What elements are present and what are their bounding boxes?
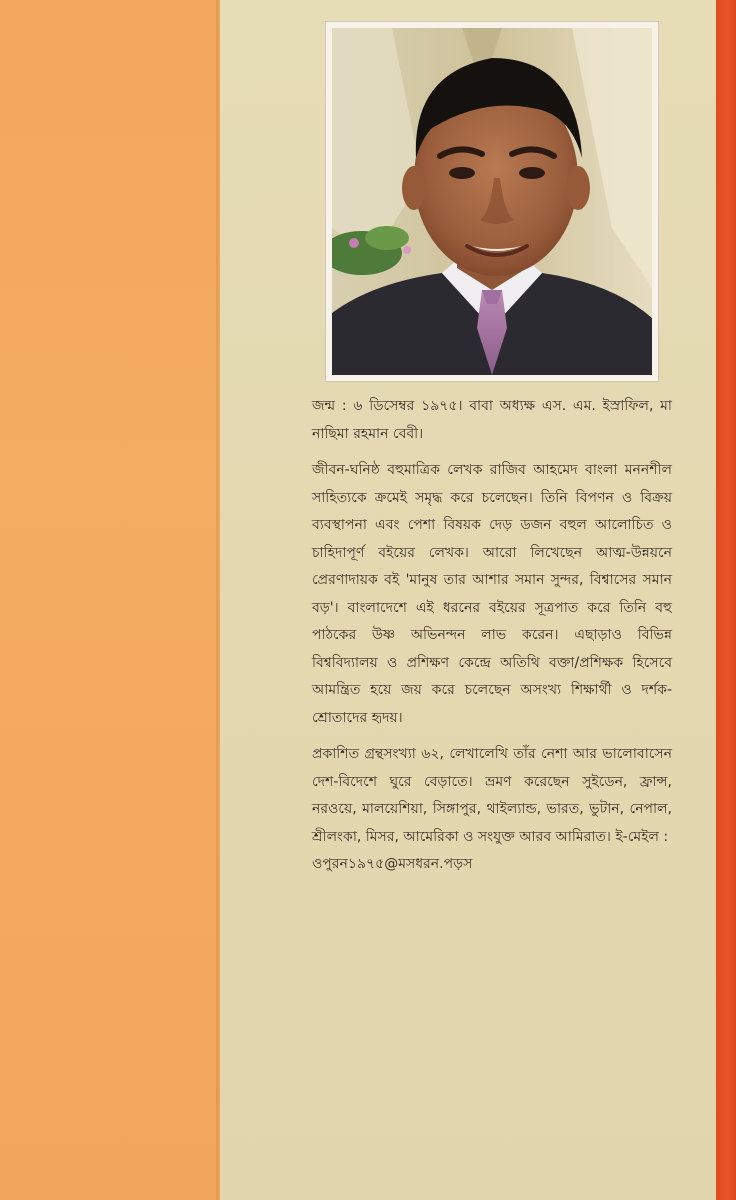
author-biography bbox=[312, 393, 672, 888]
author-photo bbox=[332, 28, 652, 375]
bio-birth-paragraph: জন্ম : ৬ ডিসেম্বর ১৯৭৫। বাবা অধ্যক্ষ এস. এম. ইস্রাফিল, মা নাছিমা রহমান বেবী। bbox=[312, 398, 672, 442]
bio-career-paragraph: জীবন-ঘনিষ্ঠ বহুমাত্রিক লেখক রাজিব আহমেদ বাংলা মননশীল সাহিত্যকে ক্রমেই সমৃদ্ধ করে চলেছেন। তিনি বিপণন ও বিক্রয় ব্যবস্থাপনা এবং পেশা বিষয়ক দেড় ডজন বহুল আলোচিত ও চাহিদাপূর্ণ বইয়ের লেখক। আরো লিখেছেন আত্ম-উন্নয়নে প্রেরণাদায়ক বই 'মানুষ তার আশার সমান সুন্দর, বিশ্বাসের সমান বড়'। বাংলাদেশে এই ধরনের বইয়ের সূত্রপাত করে তিনি বহু পাঠকের উষ্ণ অভিনন্দন লাভ করেন। এছাড়াও বিভিন্ন বিশ্ববিদ্যালয় ও প্রশিক্ষণ কেন্দ্রে অতিথি বক্তা/প্রশিক্ষক হিসেবে আমন্ত্রিত হয়ে জয় করে চলেছেন অসংখ্য শিক্ষার্থী ও দর্শক-শ্রোতাদের হৃদয়। bbox=[312, 462, 672, 726]
bio-publications-text: প্রকাশিত গ্রন্থসংখ্যা ৬২, লেখালেখি তাঁর নেশা আর ভালোবাসেন দেশ-বিদেশে ঘুরে বেড়াতে। ভ্রমণ করেছেন সুইডেন, ফ্রান্স, নরওয়ে, মালয়েশিয়া, সিঙ্গাপুর, থাইল্যান্ড, ভারত, ভুটান, নেপাল, শ্রীলংকা, মিসর, আমেরিকা ও সংযুক্ত আরব আমিরাত। ই-মেইল : bbox=[312, 746, 672, 845]
author-email: ওপুরন১৯৭৫@মসধরন.পড়স bbox=[312, 856, 473, 872]
author-portrait-image bbox=[332, 28, 652, 375]
red-spine-stripe bbox=[716, 0, 736, 1200]
author-photo-frame bbox=[326, 22, 658, 381]
orange-back-panel bbox=[0, 0, 220, 1200]
bio-publications-paragraph bbox=[312, 741, 672, 879]
